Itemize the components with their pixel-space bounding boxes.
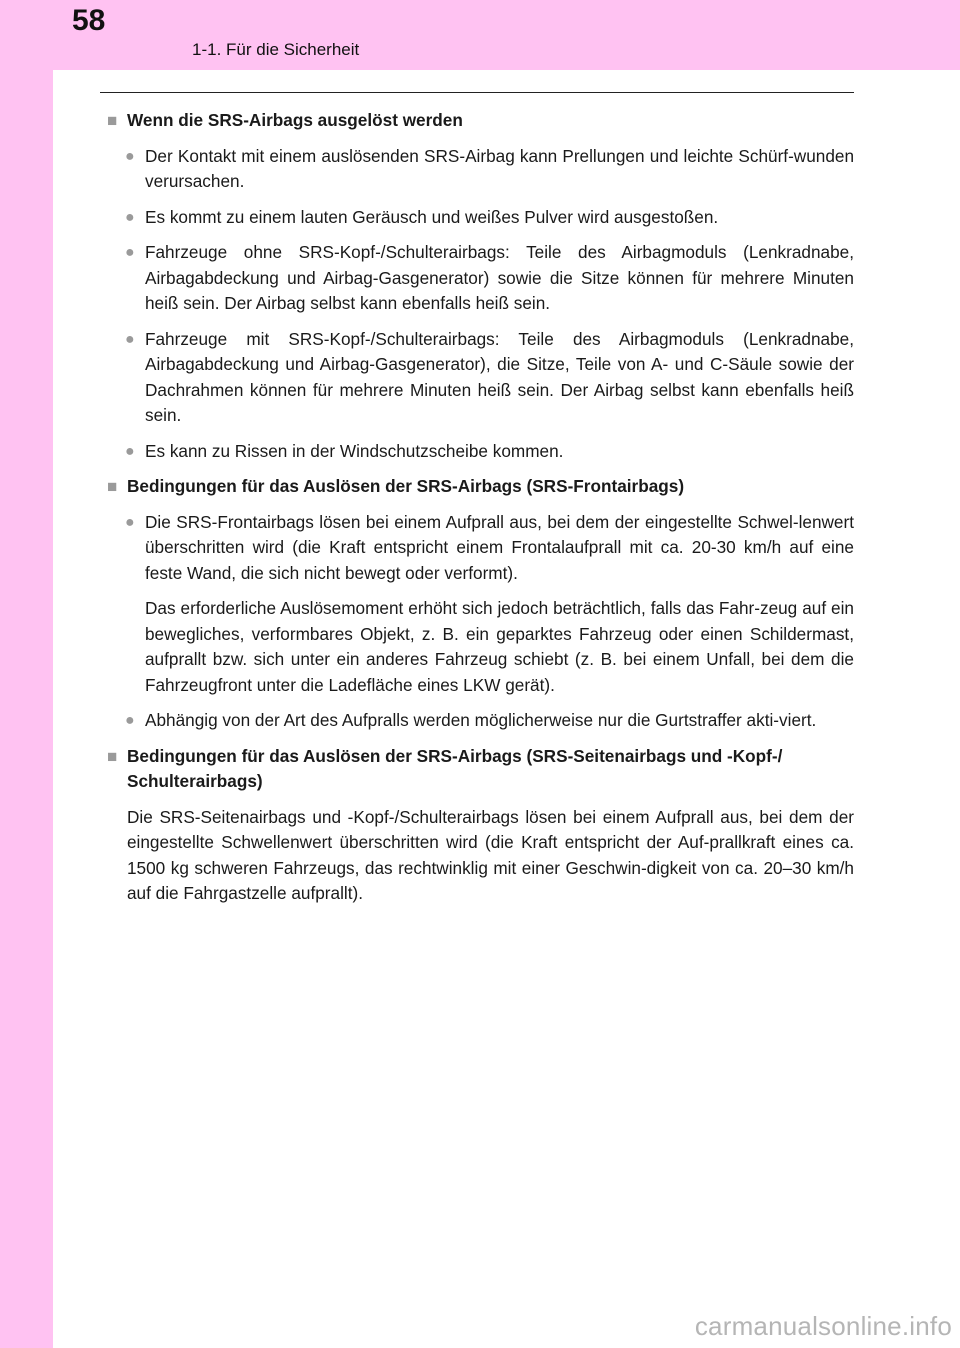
list-item [125, 510, 854, 587]
bullet-dot-icon: ● [125, 330, 135, 348]
header-divider [100, 92, 854, 93]
list-item-text: Die SRS-Frontairbags lösen bei einem Aufprall aus, bei dem der eingestellte Schwel-lenwert überschritten wird (die Kraft entspricht einem Frontalaufprall mit ca. 20-30 km/h auf eine feste Wand, die sich nicht bewegt oder verformt). [145, 511, 854, 583]
list-item-text: Es kommt zu einem lauten Geräusch und weißes Pulver wird ausgestoßen. [145, 206, 719, 227]
list-item [125, 708, 854, 734]
bullet-dot-icon: ● [125, 712, 135, 729]
header-band [53, 0, 960, 70]
heading-text: Wenn die SRS-Airbags ausgelöst werden [127, 110, 463, 130]
section-heading [107, 108, 854, 134]
page-number: 58 [72, 4, 106, 37]
list-item-text: Der Kontakt mit einem auslösenden SRS-Airbag kann Prellungen und leichte Schürf-wunden verursachen. [145, 145, 854, 191]
list-item [125, 327, 854, 429]
bullet-dot-icon: ● [125, 244, 135, 261]
list-item-text: Fahrzeuge ohne SRS-Kopf-/Schulterairbags: Teile des Airbagmoduls (Lenkradnabe, Airbagabdeckung und Airbag-Gasgenerator) sowie die Sitze können für mehrere Minuten heiß sein. Der Airbag selbst kann ebenfalls heiß sein. [145, 242, 854, 313]
body-paragraph: Das erforderliche Auslösemoment erhöht sich jedoch beträchtlich, falls das Fahr-zeug auf ein bewegliches, verformbares Objekt, z. B. ein geparktes Fahrzeug oder einen Schildermast, aufprallt bzw. sich unter ein anderes Fahrzeug schiebt (z. B. bei einem Unfall, bei dem die Fahrzeugfront unter die Ladefläche eines LKW gerät). [145, 598, 854, 695]
square-marker-icon: ■ [107, 477, 118, 496]
section-heading [107, 744, 854, 795]
section-heading [107, 474, 854, 500]
bullet-dot-icon: ● [125, 513, 135, 531]
section-title: 1-1. Für die Sicherheit [192, 40, 360, 59]
page-content [107, 108, 854, 917]
list-item [125, 439, 854, 465]
side-color-strip [0, 0, 53, 1348]
list-item-text: Es kann zu Rissen in der Windschutzscheibe kommen. [145, 440, 564, 461]
heading-text: Bedingungen für das Auslösen der SRS-Airbags (SRS-Frontairbags) [127, 476, 685, 496]
list-item-text: Fahrzeuge mit SRS-Kopf-/Schulterairbags: Teile des Airbagmoduls (Lenkradnabe, Airbagabdeckung und Airbag-Gasgenerator), die Sitze, Teile von A- und C-Säule sowie der Dachrahmen können für mehrere Minuten heiß sein. Der Airbag selbst kann ebenfalls heiß sein. [145, 328, 854, 425]
list-item-text: Abhängig von der Art des Aufpralls werden möglicherweise nur die Gurtstraffer akti-viert. [145, 710, 817, 730]
body-paragraph: Die SRS-Seitenairbags und -Kopf-/Schulterairbags lösen bei einem Aufprall aus, bei dem der eingestellte Schwellenwert überschritten wird (die Kraft entspricht der Auf-prallkraft eines ca. 1500 kg schweren Fahrzeugs, das rechtwinklig mit einer Geschwin-digkeit von ca. 20–30 km/h auf die Fahrgastzelle aufprallt). [127, 806, 854, 903]
square-marker-icon: ■ [107, 111, 118, 130]
heading-text: Bedingungen für das Auslösen der SRS-Airbags (SRS-Seitenairbags und -Kopf-/ Schulterairbags) [127, 745, 783, 791]
list-item [125, 205, 854, 231]
bullet-dot-icon: ● [125, 442, 135, 460]
watermark-link[interactable]: carmanualsonline.info [694, 1311, 952, 1341]
list-item [125, 144, 854, 195]
square-marker-icon: ■ [107, 746, 118, 766]
bullet-dot-icon: ● [125, 147, 135, 165]
list-item [125, 240, 854, 317]
bullet-dot-icon: ● [125, 208, 135, 226]
